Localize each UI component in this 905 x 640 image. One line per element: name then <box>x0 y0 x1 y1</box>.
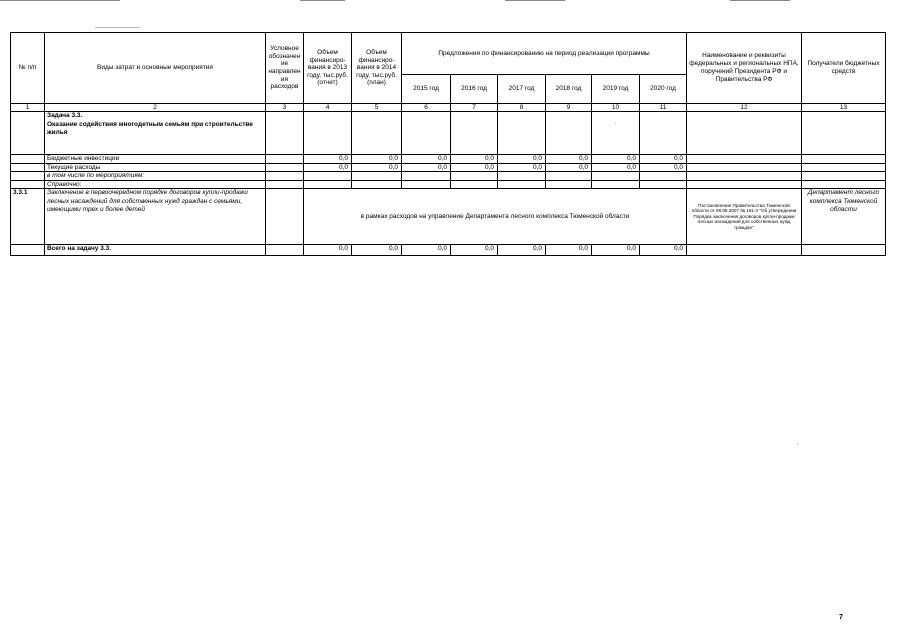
header-year: 2016 год <box>451 75 498 104</box>
header-year: 2017 год <box>498 75 546 104</box>
column-number: 7 <box>451 104 498 112</box>
total-label: Всего на задачу 3.3. <box>45 245 266 256</box>
column-numbers-row <box>11 104 886 112</box>
header-symbol: Условное обозначен ие направлен ия расходов <box>266 33 304 104</box>
cell-value: 0,0 <box>498 163 546 172</box>
measure-recipient: Департамент лесного комплекса Тюменской области <box>802 189 886 245</box>
cell-value: 0,0 <box>451 163 498 172</box>
scan-edge-line <box>505 0 565 1</box>
task-title: Задача 3.3. <box>47 112 83 119</box>
cell-value: 0,0 <box>352 163 402 172</box>
cell-value: 0,0 <box>304 163 352 172</box>
header-year: 2018 год <box>546 75 592 104</box>
cell-value: 0,0 <box>352 155 402 164</box>
budget-table <box>10 32 886 256</box>
header-num: № п/п <box>11 33 45 104</box>
cell-value: 0,0 <box>592 163 640 172</box>
cell-value: 0,0 <box>498 155 546 164</box>
table-row <box>11 163 886 172</box>
table-row <box>11 155 886 164</box>
header-row <box>11 33 886 75</box>
column-number: 12 <box>687 104 802 112</box>
page-number: 7 <box>839 614 843 621</box>
column-number: 1 <box>11 104 45 112</box>
total-value: 0,0 <box>640 245 687 256</box>
scan-edge-line <box>730 0 790 1</box>
scan-speck <box>95 27 140 28</box>
header-year: 2019 год <box>592 75 640 104</box>
header-proposals: Предложения по финансированию на период реализации программы <box>402 33 687 75</box>
row-label: Текущие расходы <box>45 163 266 172</box>
cell-value: 0,0 <box>640 155 687 164</box>
cell-value: 0,0 <box>592 155 640 164</box>
measure-row <box>11 189 886 245</box>
table-row <box>11 172 886 181</box>
cell-value: 0,0 <box>640 163 687 172</box>
column-number: 11 <box>640 104 687 112</box>
column-number: 3 <box>266 104 304 112</box>
task-cell <box>45 112 266 155</box>
header-npa: Наименование и реквизиты федеральных и региональных НПА, поручений Президента РФ и Правительства РФ <box>687 33 802 104</box>
column-number: 4 <box>304 104 352 112</box>
header-2014: Объем финансиро- вания в 2014 году, тыс.руб. (план) <box>352 33 402 104</box>
scan-edge-line <box>0 0 120 1</box>
total-value: 0,0 <box>304 245 352 256</box>
table-row <box>11 180 886 189</box>
measure-text: Заключение в первоочередном порядке договоров купли-продажи лесных насаждений для собственных нужд граждан с семьями, имеющими трех и более детей <box>45 189 266 245</box>
cell-value: 0,0 <box>402 163 451 172</box>
row-label: в том числе по мероприятиям: <box>45 172 266 181</box>
column-number: 5 <box>352 104 402 112</box>
measure-merged-note: в рамках расходов на управление Департамента лесного комплекса Тюменской области <box>304 189 687 245</box>
cell-value: 0,0 <box>546 155 592 164</box>
task-row <box>11 112 886 155</box>
header-recipients: Получатели бюджетных средств <box>802 33 886 104</box>
header-types: Виды затрат и основные мероприятия <box>45 33 266 104</box>
row-label: Бюджетные инвестиции <box>45 155 266 164</box>
column-number: 6 <box>402 104 451 112</box>
column-number: 8 <box>498 104 546 112</box>
header-year: 2020 год <box>640 75 687 104</box>
column-number: 9 <box>546 104 592 112</box>
header-2013: Объем финансиро- вания в 2013 году, тыс.руб. (отчет) <box>304 33 352 104</box>
measure-npa: Постановление Правительства Тюменской области от 08.08.2007 № 181-п "Об утверждении Порядка заключения договоров купли-продажи лесных насаждений для собственных нужд граждан" <box>687 189 802 245</box>
row-label: Справочно: <box>45 180 266 189</box>
scan-edge-line <box>300 0 345 1</box>
cell-value: 0,0 <box>451 155 498 164</box>
total-value: 0,0 <box>352 245 402 256</box>
total-value: 0,0 <box>592 245 640 256</box>
header-year: 2015 год <box>402 75 451 104</box>
column-number: 10 <box>592 104 640 112</box>
task-text: Оказание содействия многодетным семьям при строительстве жилья <box>47 120 253 136</box>
column-number: 2 <box>45 104 266 112</box>
cell-value: 0,0 <box>546 163 592 172</box>
total-value: 0,0 <box>451 245 498 256</box>
total-value: 0,0 <box>402 245 451 256</box>
cell-value: 0,0 <box>304 155 352 164</box>
cell-value: 0,0 <box>402 155 451 164</box>
column-number: 13 <box>802 104 886 112</box>
total-value: 0,0 <box>498 245 546 256</box>
total-row <box>11 245 886 256</box>
scan-speck <box>797 443 798 444</box>
total-value: 0,0 <box>546 245 592 256</box>
measure-num: 3.3.1 <box>11 189 45 245</box>
